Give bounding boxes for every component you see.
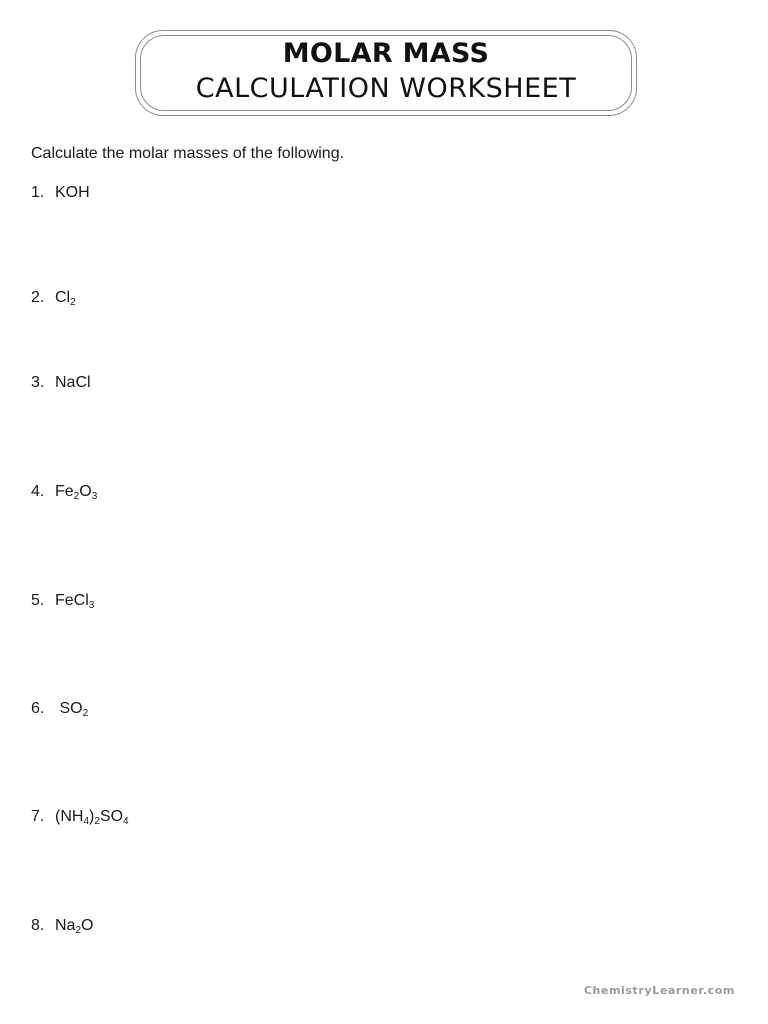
problem-number: 1. [31, 184, 45, 201]
formula-subscript: 2 [82, 708, 89, 719]
problem-5 [31, 592, 94, 610]
chemical-formula: FeCl$_3$ [55, 592, 95, 611]
problem-number: 8. [31, 917, 45, 934]
problem-4 [31, 483, 97, 501]
formula-subscript: 2 [75, 925, 82, 936]
chemical-formula: $SO_2$ [55, 700, 89, 719]
chemical-formula: $Na_2O$ [55, 917, 94, 936]
formula-subscript: 3 [88, 600, 95, 611]
problem-7 [31, 808, 129, 826]
problem-number: 7. [31, 808, 45, 825]
formula-subscript: 2 [70, 297, 76, 308]
problem-6 [31, 700, 88, 718]
formula-subscript: 3 [91, 491, 98, 502]
problem-8 [31, 917, 93, 935]
problem-2 [31, 289, 76, 307]
problem-number: 5. [31, 592, 45, 609]
chemical-formula: KOH [55, 184, 90, 201]
page-subtitle: CALCULATION WORKSHEET [195, 73, 577, 104]
source-watermark: ChemistryLearner.com [583, 984, 735, 997]
problem-number: 4. [31, 483, 45, 500]
page-title: MOLAR MASS [282, 38, 490, 69]
formula-subscript: 4 [83, 816, 89, 827]
chemical-formula: NaCl [55, 374, 91, 391]
problem-number: 3. [31, 374, 45, 391]
chemical-formula: $Cl_2$ [55, 289, 76, 308]
chemical-formula: $Fe_2O_3$ [55, 483, 98, 502]
title-box [135, 30, 637, 116]
chemical-formula: $(NH_4)_2SO_4$ [55, 808, 129, 827]
formula-subscript: 2 [73, 491, 80, 502]
problem-number: 6. [31, 700, 45, 717]
problem-number: 2. [31, 289, 45, 306]
formula-subscript: 2 [94, 816, 100, 827]
formula-subscript: 4 [123, 816, 129, 827]
problem-1 [31, 184, 90, 202]
instructions-text: Calculate the molar masses of the following. [31, 145, 345, 162]
problem-3 [31, 374, 91, 392]
